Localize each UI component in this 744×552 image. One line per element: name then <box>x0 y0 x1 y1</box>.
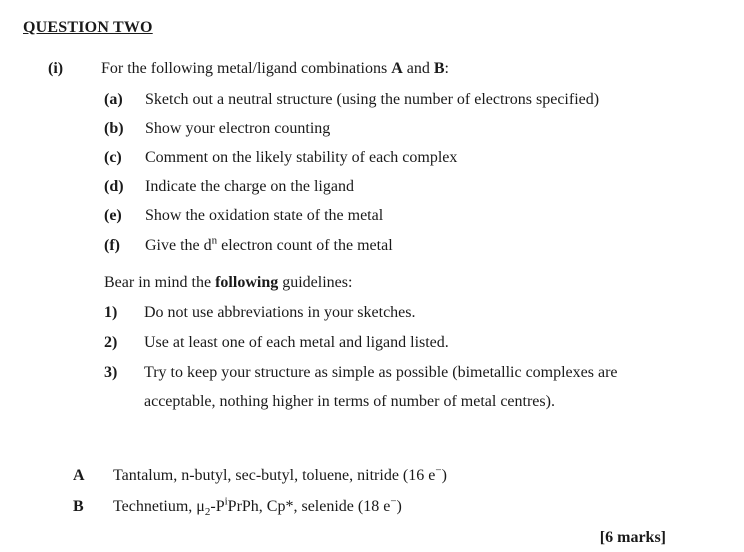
combination-label-a: A <box>73 467 85 484</box>
task-text-c: Comment on the likely stability of each complex <box>145 149 458 166</box>
combination-label-b: B <box>73 498 84 515</box>
part-label: (i) <box>48 60 64 77</box>
marks-label: [6 marks] <box>599 529 666 546</box>
guideline-text-1: Do not use abbreviations in your sketches. <box>144 304 416 321</box>
guidelines-intro: Bear in mind the following guidelines: <box>104 274 353 291</box>
guideline-number-2: 2) <box>104 334 118 351</box>
task-text-a: Sketch out a neutral structure (using the number of electrons specified) <box>145 91 600 108</box>
task-label-e: (e) <box>104 207 122 224</box>
task-label-c: (c) <box>104 149 122 166</box>
combination-text-a: Tantalum, n-butyl, sec-butyl, toluene, nitride (16 e−) <box>113 464 447 484</box>
question-heading: QUESTION TWO <box>23 19 153 36</box>
task-label-b: (b) <box>104 120 124 137</box>
guideline-text-3-line2: acceptable, nothing higher in terms of number of metal centres). <box>144 393 555 410</box>
guideline-text-2: Use at least one of each metal and ligand listed. <box>144 334 449 351</box>
part-intro: For the following metal/ligand combinations A and B: <box>101 60 449 77</box>
guideline-number-1: 1) <box>104 304 118 321</box>
task-text-d: Indicate the charge on the ligand <box>145 178 354 195</box>
task-label-f: (f) <box>104 237 120 254</box>
task-text-e: Show the oxidation state of the metal <box>145 207 384 224</box>
task-text-b: Show your electron counting <box>145 120 331 137</box>
task-text-f: Give the $d^n$ electron count of the metal <box>145 234 393 254</box>
combination-text-b: Technetium, $\mu_2-P^iPrPh$, Cp*, selenide (18 e−) <box>113 495 402 519</box>
guideline-text-3-line1: Try to keep your structure as simple as possible (bimetallic complexes are <box>144 364 618 381</box>
guideline-number-3: 3) <box>104 364 118 381</box>
task-label-a: (a) <box>104 91 123 108</box>
task-label-d: (d) <box>104 178 124 195</box>
